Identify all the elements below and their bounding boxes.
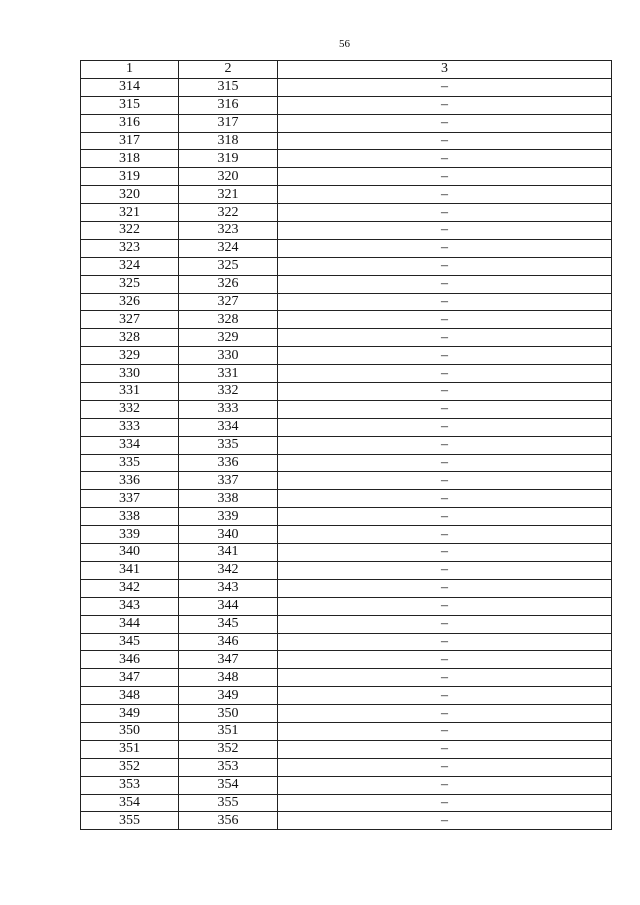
table-row [81,490,612,508]
table-row [81,633,612,651]
table-row [81,222,612,240]
table-row [81,204,612,222]
table-cell-col2: 331 [179,365,278,383]
table-cell-col2: 319 [179,150,278,168]
table-cell-col1: 350 [81,722,179,740]
table-cell-col1: 343 [81,597,179,615]
table-cell-col3: – [278,347,612,365]
table-cell-col2: 341 [179,544,278,562]
table-cell-col2: 328 [179,311,278,329]
table-cell-col3: – [278,812,612,830]
table-cell-col2: 329 [179,329,278,347]
table-cell-col1: 354 [81,794,179,812]
table-cell-col2: 342 [179,561,278,579]
table-cell-col1: 328 [81,329,179,347]
table-cell-col2: 334 [179,418,278,436]
table-cell-col2: 345 [179,615,278,633]
table-cell-col2: 354 [179,776,278,794]
table-cell-col2: 327 [179,293,278,311]
table-cell-col1: 315 [81,96,179,114]
table-cell-col1: 320 [81,186,179,204]
table-row [81,96,612,114]
table-row [81,78,612,96]
table-cell-col3: – [278,579,612,597]
table-cell-col2: 339 [179,508,278,526]
table-row [81,705,612,723]
table-cell-col1: 319 [81,168,179,186]
table-row [81,508,612,526]
table-cell-col2: 337 [179,472,278,490]
table-cell-col3: – [278,275,612,293]
table-cell-col3: – [278,239,612,257]
table-row [81,544,612,562]
table-row [81,150,612,168]
table-cell-col1: 352 [81,758,179,776]
table-cell-col2: 325 [179,257,278,275]
table-row [81,168,612,186]
table-cell-col3: – [278,597,612,615]
table-container [80,60,611,830]
table-cell-col2: 350 [179,705,278,723]
table-cell-col2: 332 [179,383,278,401]
table-cell-col3: – [278,329,612,347]
table-cell-col1: 355 [81,812,179,830]
table-row [81,275,612,293]
table-cell-col3: – [278,150,612,168]
table-row [81,365,612,383]
table-row [81,758,612,776]
table-cell-col3: – [278,222,612,240]
table-cell-col1: 317 [81,132,179,150]
table-cell-col1: 326 [81,293,179,311]
table-cell-col1: 324 [81,257,179,275]
table-cell-col3: – [278,132,612,150]
table-cell-col3: – [278,508,612,526]
table-cell-col3: – [278,705,612,723]
table-cell-col2: 356 [179,812,278,830]
table-cell-col3: – [278,400,612,418]
table-cell-col3: – [278,186,612,204]
table-cell-col1: 341 [81,561,179,579]
table-row [81,329,612,347]
table-row [81,454,612,472]
table-cell-col2: 315 [179,78,278,96]
table-cell-col3: – [278,669,612,687]
column-header-3: 3 [278,61,612,79]
table-cell-col1: 339 [81,526,179,544]
table-cell-col2: 353 [179,758,278,776]
table-cell-col3: – [278,365,612,383]
table-cell-col3: – [278,776,612,794]
table-cell-col3: – [278,472,612,490]
table-cell-col2: 349 [179,687,278,705]
table-cell-col3: – [278,311,612,329]
table-row [81,776,612,794]
table-cell-col1: 336 [81,472,179,490]
table-cell-col1: 314 [81,78,179,96]
table-cell-col1: 332 [81,400,179,418]
table-cell-col2: 323 [179,222,278,240]
table-cell-col2: 352 [179,740,278,758]
table-cell-col2: 346 [179,633,278,651]
table-body [81,78,612,829]
table-row [81,186,612,204]
column-header-2: 2 [179,61,278,79]
table-cell-col1: 345 [81,633,179,651]
table-cell-col1: 351 [81,740,179,758]
table-cell-col3: – [278,436,612,454]
table-row [81,615,612,633]
table-row [81,436,612,454]
table-cell-col1: 331 [81,383,179,401]
table-row [81,293,612,311]
table-cell-col3: – [278,383,612,401]
table-cell-col1: 333 [81,418,179,436]
table-cell-col1: 330 [81,365,179,383]
table-cell-col1: 323 [81,239,179,257]
table-cell-col1: 348 [81,687,179,705]
table-cell-col2: 340 [179,526,278,544]
table-cell-col3: – [278,418,612,436]
data-table [80,60,612,830]
table-cell-col1: 318 [81,150,179,168]
table-row [81,311,612,329]
page-number: 56 [339,38,350,50]
table-cell-col1: 329 [81,347,179,365]
table-cell-col2: 326 [179,275,278,293]
table-cell-col3: – [278,257,612,275]
table-cell-col3: – [278,687,612,705]
table-cell-col1: 335 [81,454,179,472]
table-cell-col2: 355 [179,794,278,812]
table-cell-col1: 347 [81,669,179,687]
table-cell-col1: 342 [81,579,179,597]
table-cell-col2: 338 [179,490,278,508]
table-cell-col2: 348 [179,669,278,687]
table-cell-col3: – [278,740,612,758]
table-cell-col2: 344 [179,597,278,615]
table-cell-col3: – [278,615,612,633]
table-cell-col3: – [278,96,612,114]
table-row [81,794,612,812]
table-row [81,651,612,669]
table-row [81,687,612,705]
table-cell-col2: 347 [179,651,278,669]
table-row [81,812,612,830]
table-cell-col1: 344 [81,615,179,633]
table-cell-col2: 343 [179,579,278,597]
table-cell-col2: 318 [179,132,278,150]
table-cell-col1: 316 [81,114,179,132]
column-header-1: 1 [81,61,179,79]
table-cell-col1: 346 [81,651,179,669]
table-cell-col2: 335 [179,436,278,454]
table-cell-col1: 338 [81,508,179,526]
table-cell-col3: – [278,114,612,132]
table-row [81,526,612,544]
table-cell-col2: 351 [179,722,278,740]
table-cell-col3: – [278,561,612,579]
table-cell-col2: 333 [179,400,278,418]
table-cell-col1: 334 [81,436,179,454]
table-cell-col3: – [278,633,612,651]
table-cell-col3: – [278,293,612,311]
table-cell-col2: 316 [179,96,278,114]
table-cell-col2: 322 [179,204,278,222]
table-row [81,257,612,275]
table-header-row [81,61,612,79]
table-row [81,669,612,687]
table-row [81,579,612,597]
table-cell-col1: 349 [81,705,179,723]
table-cell-col1: 353 [81,776,179,794]
table-cell-col3: – [278,168,612,186]
table-cell-col1: 321 [81,204,179,222]
table-cell-col2: 324 [179,239,278,257]
table-cell-col1: 325 [81,275,179,293]
table-cell-col2: 317 [179,114,278,132]
table-cell-col1: 327 [81,311,179,329]
table-cell-col2: 336 [179,454,278,472]
table-row [81,561,612,579]
table-cell-col1: 340 [81,544,179,562]
table-row [81,418,612,436]
table-cell-col3: – [278,651,612,669]
table-cell-col3: – [278,526,612,544]
table-row [81,114,612,132]
table-row [81,597,612,615]
table-row [81,239,612,257]
table-cell-col1: 322 [81,222,179,240]
table-cell-col2: 321 [179,186,278,204]
table-cell-col3: – [278,758,612,776]
table-row [81,383,612,401]
table-row [81,347,612,365]
table-cell-col3: – [278,544,612,562]
table-row [81,740,612,758]
table-cell-col3: – [278,794,612,812]
table-cell-col1: 337 [81,490,179,508]
table-row [81,400,612,418]
table-cell-col3: – [278,204,612,222]
table-row [81,472,612,490]
table-cell-col3: – [278,454,612,472]
table-cell-col2: 330 [179,347,278,365]
table-row [81,132,612,150]
table-cell-col3: – [278,490,612,508]
table-row [81,722,612,740]
table-cell-col3: – [278,78,612,96]
table-cell-col2: 320 [179,168,278,186]
table-cell-col3: – [278,722,612,740]
